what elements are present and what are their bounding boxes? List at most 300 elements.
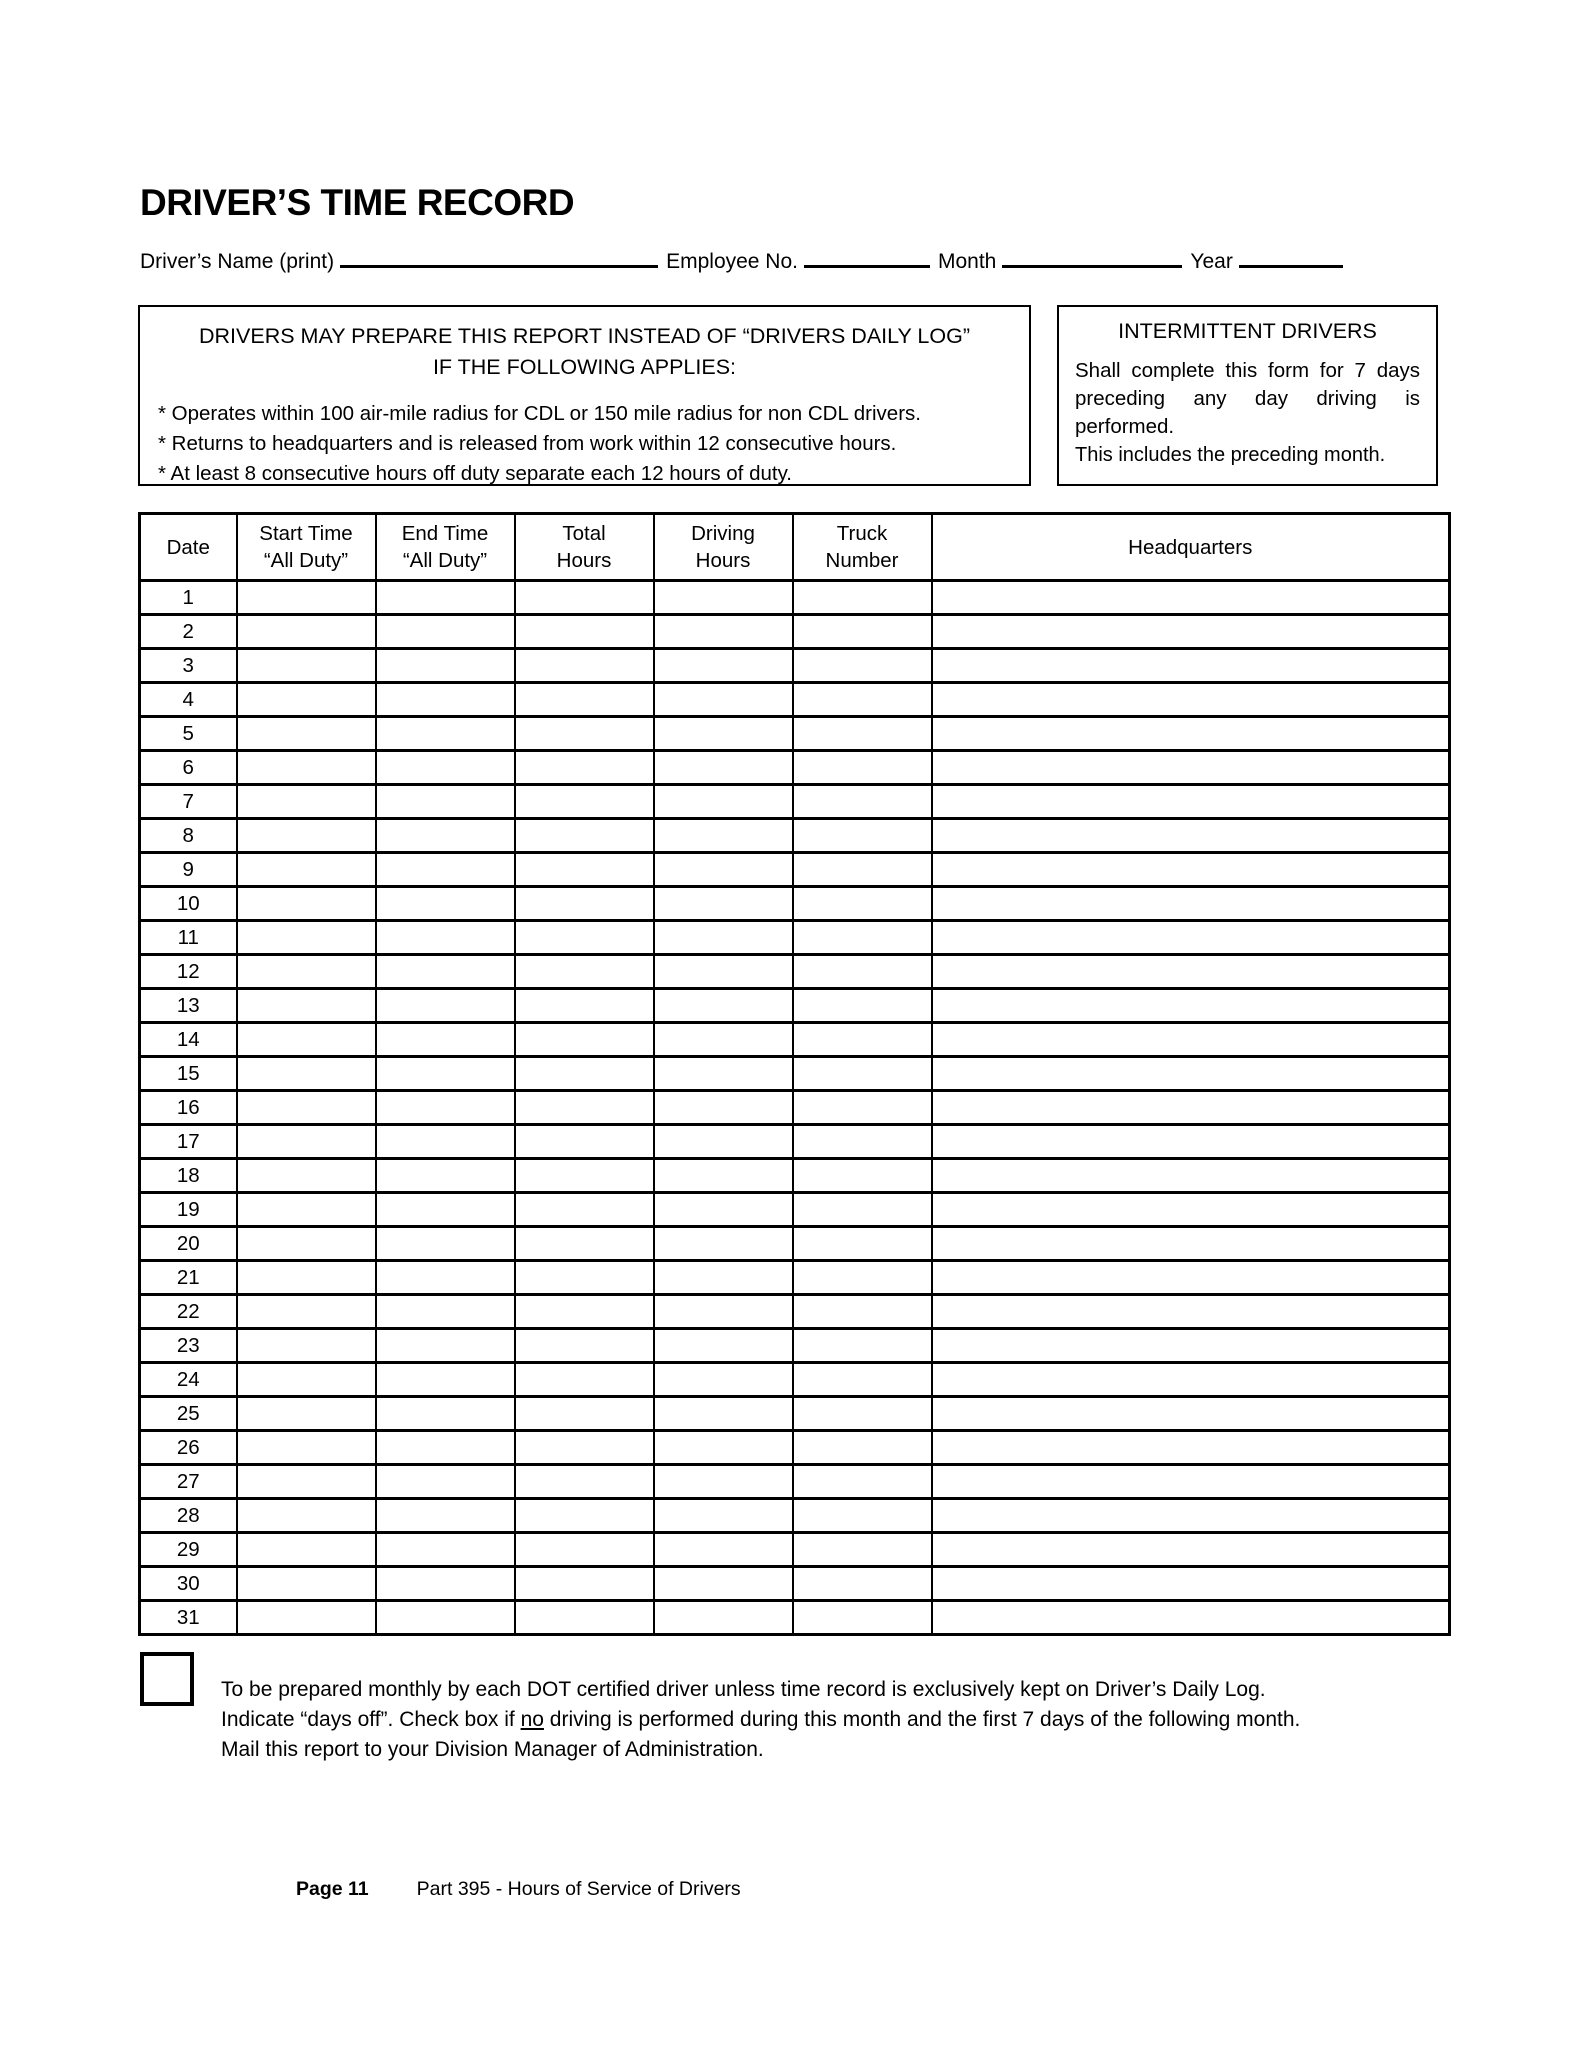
employee-no-blank <box>804 248 930 268</box>
date-cell: 24 <box>140 1363 237 1397</box>
employee-no-label: Employee No. <box>666 250 798 273</box>
entry-cell <box>237 581 376 615</box>
entry-cell <box>654 649 793 683</box>
entry-cell <box>376 1227 515 1261</box>
page-footer <box>296 1878 741 1901</box>
entry-cell <box>654 1329 793 1363</box>
entry-cell <box>376 1329 515 1363</box>
entry-cell <box>376 989 515 1023</box>
entry-cell <box>793 955 932 989</box>
table-row <box>140 683 1450 717</box>
entry-cell <box>237 921 376 955</box>
entry-cell <box>654 683 793 717</box>
entry-cell <box>237 1159 376 1193</box>
entry-cell <box>237 1091 376 1125</box>
entry-cell <box>932 1465 1450 1499</box>
date-cell: 13 <box>140 989 237 1023</box>
entry-cell <box>654 955 793 989</box>
time-record-table <box>138 512 1451 1636</box>
entry-cell <box>237 1023 376 1057</box>
entry-cell <box>932 1567 1450 1601</box>
table-row <box>140 1329 1450 1363</box>
entry-cell <box>793 615 932 649</box>
entry-cell <box>654 1227 793 1261</box>
entry-cell <box>515 1465 654 1499</box>
entry-cell <box>932 989 1450 1023</box>
entry-cell <box>932 1533 1450 1567</box>
footer-part-text: Part 395 - Hours of Service of Drivers <box>416 1878 741 1900</box>
entry-cell <box>237 887 376 921</box>
table-row <box>140 955 1450 989</box>
entry-cell <box>376 751 515 785</box>
column-header <box>932 514 1450 581</box>
entry-cell <box>515 751 654 785</box>
entry-cell <box>654 1465 793 1499</box>
entry-cell <box>237 751 376 785</box>
entry-cell <box>932 921 1450 955</box>
date-cell: 14 <box>140 1023 237 1057</box>
date-cell: 5 <box>140 717 237 751</box>
column-header-line2: Number <box>825 549 899 572</box>
table-row <box>140 1057 1450 1091</box>
entry-cell <box>237 785 376 819</box>
entry-cell <box>793 1193 932 1227</box>
entry-cell <box>515 649 654 683</box>
entry-cell <box>515 1601 654 1635</box>
date-cell: 11 <box>140 921 237 955</box>
daily-log-instruction-item: * Returns to headquarters and is released from work within 12 consecutive hours. <box>158 432 897 455</box>
entry-cell <box>654 1601 793 1635</box>
entry-cell <box>932 1329 1450 1363</box>
entry-cell <box>793 1295 932 1329</box>
entry-cell <box>376 887 515 921</box>
entry-cell <box>237 1227 376 1261</box>
entry-cell <box>932 683 1450 717</box>
entry-cell <box>515 1023 654 1057</box>
entry-cell <box>237 1057 376 1091</box>
entry-cell <box>515 921 654 955</box>
intermittent-drivers-box <box>1057 305 1438 486</box>
entry-cell <box>654 921 793 955</box>
entry-cell <box>932 751 1450 785</box>
date-cell: 29 <box>140 1533 237 1567</box>
page-title: DRIVER’S TIME RECORD <box>140 182 575 223</box>
entry-cell <box>515 1057 654 1091</box>
entry-cell <box>237 1567 376 1601</box>
entry-cell <box>376 1057 515 1091</box>
table-row <box>140 887 1450 921</box>
entry-cell <box>376 683 515 717</box>
daily-log-instruction-item: * Operates within 100 air-mile radius for CDL or 150 mile radius for non CDL drivers. <box>158 402 921 425</box>
entry-cell <box>932 1261 1450 1295</box>
entry-cell <box>654 1567 793 1601</box>
column-header-line1: Truck <box>836 522 888 545</box>
entry-cell <box>793 1023 932 1057</box>
table-row <box>140 1397 1450 1431</box>
entry-cell <box>237 1499 376 1533</box>
entry-cell <box>654 751 793 785</box>
entry-cell <box>237 1431 376 1465</box>
entry-cell <box>237 1601 376 1635</box>
date-cell: 22 <box>140 1295 237 1329</box>
entry-cell <box>654 1091 793 1125</box>
days-off-checkbox <box>140 1652 194 1706</box>
entry-cell <box>793 785 932 819</box>
bottom-note <box>140 1645 1470 1765</box>
entry-cell <box>793 1465 932 1499</box>
entry-cell <box>515 785 654 819</box>
column-header <box>140 514 237 581</box>
table-row <box>140 819 1450 853</box>
entry-cell <box>376 1499 515 1533</box>
entry-cell <box>376 1261 515 1295</box>
entry-cell <box>515 955 654 989</box>
daily-log-instructions-box <box>138 305 1031 486</box>
column-header <box>515 514 654 581</box>
table-row <box>140 989 1450 1023</box>
column-header <box>654 514 793 581</box>
entry-cell <box>932 853 1450 887</box>
table-row <box>140 581 1450 615</box>
entry-cell <box>793 1567 932 1601</box>
daily-log-instruction-list <box>158 399 1011 489</box>
date-cell: 23 <box>140 1329 237 1363</box>
entry-cell <box>654 1397 793 1431</box>
date-cell: 30 <box>140 1567 237 1601</box>
table-row <box>140 1533 1450 1567</box>
table-row <box>140 1023 1450 1057</box>
entry-cell <box>515 1227 654 1261</box>
entry-cell <box>237 1397 376 1431</box>
entry-cell <box>932 615 1450 649</box>
column-header-line1: Start Time <box>259 522 353 545</box>
entry-cell <box>932 1363 1450 1397</box>
entry-cell <box>376 1397 515 1431</box>
entry-cell <box>793 1397 932 1431</box>
entry-cell <box>654 785 793 819</box>
entry-cell <box>932 819 1450 853</box>
table-row <box>140 1159 1450 1193</box>
entry-cell <box>515 1091 654 1125</box>
entry-cell <box>793 1533 932 1567</box>
entry-cell <box>793 1227 932 1261</box>
table-row <box>140 1465 1450 1499</box>
column-header-line1: End Time <box>401 522 489 545</box>
entry-cell <box>932 785 1450 819</box>
entry-cell <box>654 1023 793 1057</box>
entry-cell <box>515 1329 654 1363</box>
date-cell: 1 <box>140 581 237 615</box>
table-row <box>140 649 1450 683</box>
entry-cell <box>515 1295 654 1329</box>
column-header <box>237 514 376 581</box>
entry-cell <box>376 1295 515 1329</box>
date-cell: 19 <box>140 1193 237 1227</box>
entry-cell <box>793 989 932 1023</box>
date-cell: 10 <box>140 887 237 921</box>
entry-cell <box>376 1465 515 1499</box>
entry-cell <box>793 853 932 887</box>
table-row <box>140 1125 1450 1159</box>
note-line-2-pre: Indicate “days off”. Check box if <box>221 1708 521 1731</box>
entry-cell <box>376 615 515 649</box>
entry-cell <box>515 581 654 615</box>
entry-cell <box>237 1465 376 1499</box>
entry-cell <box>237 1125 376 1159</box>
note-line-2 <box>221 1705 1300 1735</box>
entry-cell <box>237 1261 376 1295</box>
entry-cell <box>932 1125 1450 1159</box>
entry-cell <box>654 1193 793 1227</box>
footer-page-number: Page 11 <box>296 1878 369 1900</box>
entry-cell <box>515 1567 654 1601</box>
bottom-note-text <box>221 1645 1300 1765</box>
date-cell: 6 <box>140 751 237 785</box>
table-row <box>140 1261 1450 1295</box>
entry-cell <box>654 853 793 887</box>
entry-cell <box>237 717 376 751</box>
column-header-line1: Driving <box>691 522 755 545</box>
entry-cell <box>376 581 515 615</box>
entry-cell <box>515 1159 654 1193</box>
entry-cell <box>376 1193 515 1227</box>
daily-log-instructions-heading-line2: IF THE FOLLOWING APPLIES: <box>432 355 737 379</box>
entry-cell <box>237 683 376 717</box>
date-cell: 12 <box>140 955 237 989</box>
entry-cell <box>237 955 376 989</box>
entry-cell <box>932 1431 1450 1465</box>
entry-cell <box>515 1431 654 1465</box>
table-row <box>140 615 1450 649</box>
entry-cell <box>793 1091 932 1125</box>
entry-cell <box>376 1159 515 1193</box>
entry-cell <box>376 1567 515 1601</box>
entry-cell <box>793 1159 932 1193</box>
date-cell: 17 <box>140 1125 237 1159</box>
entry-cell <box>654 1295 793 1329</box>
entry-cell <box>793 887 932 921</box>
entry-cell <box>376 1023 515 1057</box>
entry-cell <box>654 717 793 751</box>
entry-cell <box>793 1261 932 1295</box>
table-row <box>140 1091 1450 1125</box>
entry-cell <box>932 955 1450 989</box>
entry-cell <box>376 1431 515 1465</box>
entry-cell <box>793 683 932 717</box>
entry-cell <box>932 887 1450 921</box>
date-cell: 8 <box>140 819 237 853</box>
entry-cell <box>932 1159 1450 1193</box>
entry-cell <box>237 1193 376 1227</box>
table-row <box>140 921 1450 955</box>
date-cell: 4 <box>140 683 237 717</box>
table-row <box>140 1227 1450 1261</box>
table-row <box>140 1601 1450 1635</box>
entry-cell <box>932 1057 1450 1091</box>
entry-cell <box>237 853 376 887</box>
entry-cell <box>793 1057 932 1091</box>
column-header <box>793 514 932 581</box>
entry-cell <box>793 581 932 615</box>
note-line-3: Mail this report to your Division Manager of Administration. <box>221 1738 764 1761</box>
table-header-row <box>140 514 1450 581</box>
daily-log-instructions-heading <box>158 321 1011 383</box>
column-header-line2: “All Duty” <box>402 549 488 572</box>
entry-cell <box>515 1397 654 1431</box>
date-cell: 31 <box>140 1601 237 1635</box>
entry-cell <box>515 1193 654 1227</box>
column-header-line1: Headquarters <box>1128 535 1253 559</box>
entry-cell <box>376 955 515 989</box>
table-row <box>140 785 1450 819</box>
entry-cell <box>932 1397 1450 1431</box>
entry-cell <box>654 615 793 649</box>
date-cell: 18 <box>140 1159 237 1193</box>
entry-cell <box>932 1227 1450 1261</box>
entry-cell <box>793 1363 932 1397</box>
entry-cell <box>932 1091 1450 1125</box>
entry-cell <box>932 581 1450 615</box>
table-row <box>140 1499 1450 1533</box>
date-cell: 28 <box>140 1499 237 1533</box>
date-cell: 3 <box>140 649 237 683</box>
entry-cell <box>376 853 515 887</box>
year-label: Year <box>1190 250 1233 273</box>
entry-cell <box>793 1329 932 1363</box>
date-cell: 21 <box>140 1261 237 1295</box>
entry-cell <box>515 1533 654 1567</box>
table-row <box>140 1567 1450 1601</box>
table-row <box>140 717 1450 751</box>
entry-cell <box>932 1295 1450 1329</box>
entry-cell <box>376 1363 515 1397</box>
entry-cell <box>654 1261 793 1295</box>
date-cell: 7 <box>140 785 237 819</box>
date-cell: 16 <box>140 1091 237 1125</box>
entry-cell <box>654 989 793 1023</box>
table-row <box>140 1193 1450 1227</box>
entry-cell <box>515 683 654 717</box>
table-row <box>140 751 1450 785</box>
entry-cell <box>932 1023 1450 1057</box>
entry-cell <box>932 1193 1450 1227</box>
entry-cell <box>376 921 515 955</box>
entry-cell <box>515 989 654 1023</box>
entry-cell <box>376 649 515 683</box>
entry-cell <box>654 1431 793 1465</box>
intermittent-drivers-heading: INTERMITTENT DRIVERS <box>1118 319 1377 343</box>
entry-cell <box>793 717 932 751</box>
entry-cell <box>515 819 654 853</box>
entry-cell <box>654 1125 793 1159</box>
intermittent-drivers-body: Shall complete this form for 7 days preceding any day driving is performed. <box>1075 359 1420 438</box>
note-line-2-post: driving is performed during this month and the first 7 days of the following month. <box>543 1708 1301 1731</box>
note-line-1: To be prepared monthly by each DOT certified driver unless time record is exclusively kept on Driver’s Daily Log. <box>221 1678 1266 1701</box>
entry-cell <box>376 1533 515 1567</box>
entry-cell <box>654 1159 793 1193</box>
date-cell: 2 <box>140 615 237 649</box>
year-blank <box>1239 248 1343 268</box>
entry-cell <box>793 649 932 683</box>
date-cell: 20 <box>140 1227 237 1261</box>
entry-cell <box>237 1329 376 1363</box>
entry-cell <box>793 1499 932 1533</box>
entry-cell <box>515 1363 654 1397</box>
entry-cell <box>793 751 932 785</box>
entry-cell <box>237 989 376 1023</box>
daily-log-instructions-heading-line1: DRIVERS MAY PREPARE THIS REPORT INSTEAD OF “DRIVERS DAILY LOG” <box>199 324 970 348</box>
drivers-name-label: Driver’s Name (print) <box>140 250 335 273</box>
column-header-line1: Total <box>562 522 606 545</box>
date-cell: 25 <box>140 1397 237 1431</box>
entry-cell <box>376 1601 515 1635</box>
entry-cell <box>515 853 654 887</box>
entry-cell <box>515 1261 654 1295</box>
column-header <box>376 514 515 581</box>
date-cell: 15 <box>140 1057 237 1091</box>
entry-cell <box>932 717 1450 751</box>
entry-cell <box>793 819 932 853</box>
entry-cell <box>654 581 793 615</box>
intermittent-drivers-note: This includes the preceding month. <box>1075 444 1386 466</box>
date-cell: 26 <box>140 1431 237 1465</box>
table-row <box>140 1431 1450 1465</box>
entry-cell <box>932 1601 1450 1635</box>
date-cell: 9 <box>140 853 237 887</box>
entry-cell <box>237 615 376 649</box>
drivers-name-blank <box>340 248 658 268</box>
entry-cell <box>376 785 515 819</box>
entry-cell <box>793 921 932 955</box>
entry-cell <box>654 1363 793 1397</box>
time-record-table-wrap <box>138 512 1451 1636</box>
entry-cell <box>237 819 376 853</box>
header-fields <box>140 248 1390 274</box>
entry-cell <box>515 717 654 751</box>
entry-cell <box>237 1533 376 1567</box>
note-line-2-underlined: no <box>520 1708 544 1731</box>
entry-cell <box>515 1499 654 1533</box>
entry-cell <box>376 1091 515 1125</box>
month-label: Month <box>938 250 997 273</box>
entry-cell <box>654 887 793 921</box>
entry-cell <box>654 819 793 853</box>
table-row <box>140 1295 1450 1329</box>
entry-cell <box>376 819 515 853</box>
entry-cell <box>793 1125 932 1159</box>
entry-cell <box>237 1363 376 1397</box>
column-header-line2: “All Duty” <box>263 549 349 572</box>
table-row <box>140 1363 1450 1397</box>
daily-log-instruction-item: * At least 8 consecutive hours off duty separate each 12 hours of duty. <box>158 462 792 485</box>
entry-cell <box>237 1295 376 1329</box>
month-blank <box>1002 248 1182 268</box>
entry-cell <box>654 1057 793 1091</box>
entry-cell <box>654 1499 793 1533</box>
entry-cell <box>376 1125 515 1159</box>
entry-cell <box>793 1601 932 1635</box>
entry-cell <box>237 649 376 683</box>
entry-cell <box>932 1499 1450 1533</box>
entry-cell <box>515 615 654 649</box>
entry-cell <box>515 1125 654 1159</box>
entry-cell <box>932 649 1450 683</box>
date-cell: 27 <box>140 1465 237 1499</box>
entry-cell <box>376 717 515 751</box>
column-header-line2: Hours <box>556 549 612 572</box>
column-header-line1: Date <box>166 535 210 559</box>
table-row <box>140 853 1450 887</box>
